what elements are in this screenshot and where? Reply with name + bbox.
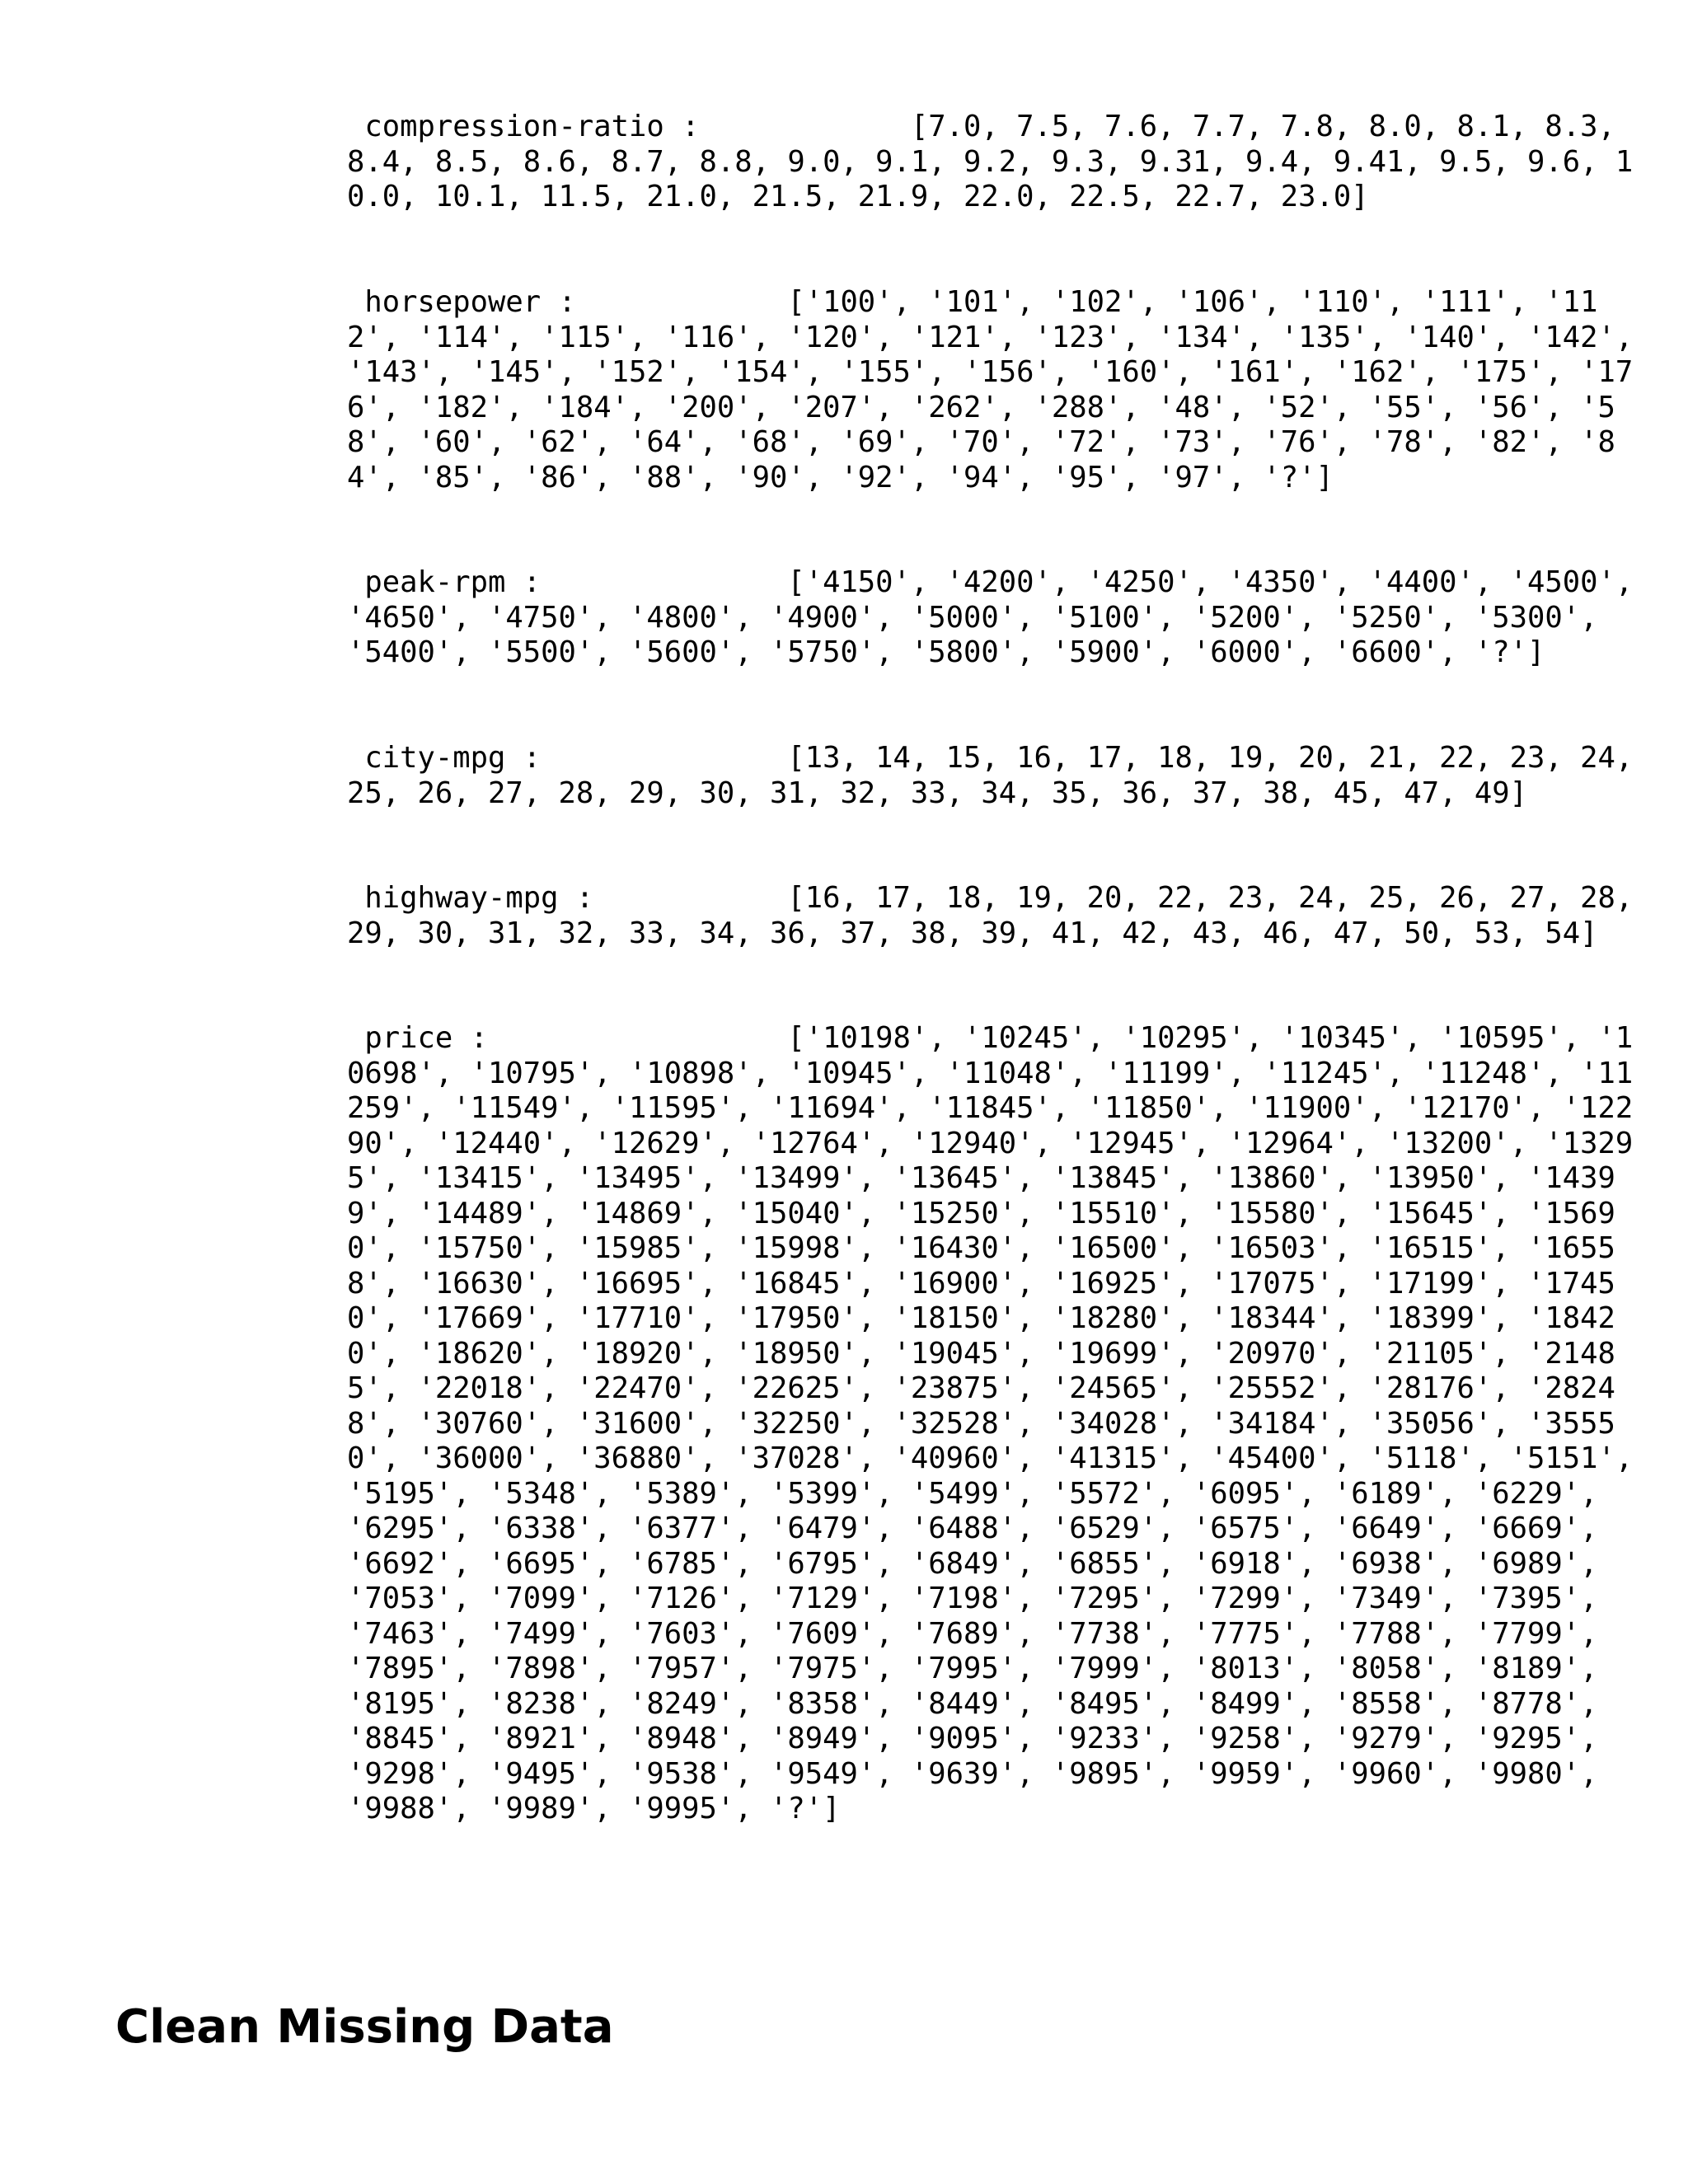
section-heading-clean-missing-data: Clean Missing Data [115, 2000, 614, 2054]
output-city-mpg: city-mpg : [13, 14, 15, 16, 17, 18, 19, 20, 21, 22, 23, 24, 25, 26, 27, 28, 29, 30, 31, 32, 33, 34, 35, 36, 37, 38, 45, 47, 49] [347, 741, 1634, 810]
output-peak-rpm: peak-rpm : ['4150', '4200', '4250', '4350', '4400', '4500', '4650', '4750', '4800', '4900', '5000', '5100', '5200', '5250', '5300', '5400', '5500', '5600', '5750', '5800', '5900', '6000', '6600', '?'] [347, 565, 1634, 669]
output-horsepower: horsepower : ['100', '101', '102', '106', '110', '111', '11 2', '114', '115', '116', '120', '121', '123', '134', '135', '140', '142', '143', '145', '152', '154', '155', '156', '160', '161', '162', '175', '17 6', '182', '184', '200', '207', '262', '288', '48', '52', '55', '56', '5 8', '60', '62', '64', '68', '69', '70', '72', '73', '76', '78', '82', '8 4', '85', '86', '88', '90', '92', '94', '95', '97', '?'] [347, 285, 1634, 494]
output-compression-ratio: compression-ratio : [7.0, 7.5, 7.6, 7.7, 7.8, 8.0, 8.1, 8.3, 8.4, 8.5, 8.6, 8.7, 8.8, 9.0, 9.1, 9.2, 9.3, 9.31, 9.4, 9.41, 9.5, 9.6, 1 0.0, 10.1, 11.5, 21.0, 21.5, 21.9, 22.0, 22.5, 22.7, 23.0] [347, 110, 1634, 213]
output-highway-mpg: highway-mpg : [16, 17, 18, 19, 20, 22, 23, 24, 25, 26, 27, 28, 29, 30, 31, 32, 33, 34, 36, 37, 38, 39, 41, 42, 43, 46, 47, 50, 53, 54] [347, 881, 1634, 950]
output-price: price : ['10198', '10245', '10295', '10345', '10595', '1 0698', '10795', '10898', '10945', '11048', '11199', '11245', '11248', '11 259', '11549', '11595', '11694', '11845', '11850', '11900', '12170', '122 90', '12440', '12629', '12764', '12940', '12945', '12964', '13200', '1329 5', '13415', '13495', '13499', '13645', '13845', '13860', '13950', '1439 9', '14489', '14869', '15040', '15250', '15510', '15580', '15645', '1569 0', '15750', '15985', '15998', '16430', '16500', '16503', '16515', '1655 8', '16630', '16695', '16845', '16900', '16925', '17075', '17199', '1745 0', '17669', '17710', '17950', '18150', '18280', '18344', '18399', '1842 0', '18620', '18920', '18950', '19045', '19699', '20970', '21105', '2148 5', '22018', '22470', '22625', '23875', '24565', '25552', '28176', '2824 8', '30760', '31600', '32250', '32528', '34028', '34184', '35056', '3555 0', '36000', '36880', '37028', '40960', '41315', '45400', '5118', '5151', '5195', '5348', '5389', '5399', '5499', '5572', '6095', '6189', '6229', '6295', '6338', '6377', '6479', '6488', '6529', '6575', '6649', '6669', '6692', '6695', '6785', '6795', '6849', '6855', '6918', '6938', '6989', '7053', '7099', '7126', '7129', '7198', '7295', '7299', '7349', '7395', '7463', '7499', '7603', '7609', '7689', '7738', '7775', '7788', '7799', '7895', '7898', '7957', '7975', '7995', '7999', '8013', '8058', '8189', '8195', '8238', '8249', '8358', '8449', '8495', '8499', '8558', '8778', '8845', '8921', '8948', '8949', '9095', '9233', '9258', '9279', '9295', '9298', '9495', '9538', '9549', '9639', '9895', '9959', '9960', '9980', '9988', '9989', '9995', '?'] [347, 1021, 1634, 1825]
